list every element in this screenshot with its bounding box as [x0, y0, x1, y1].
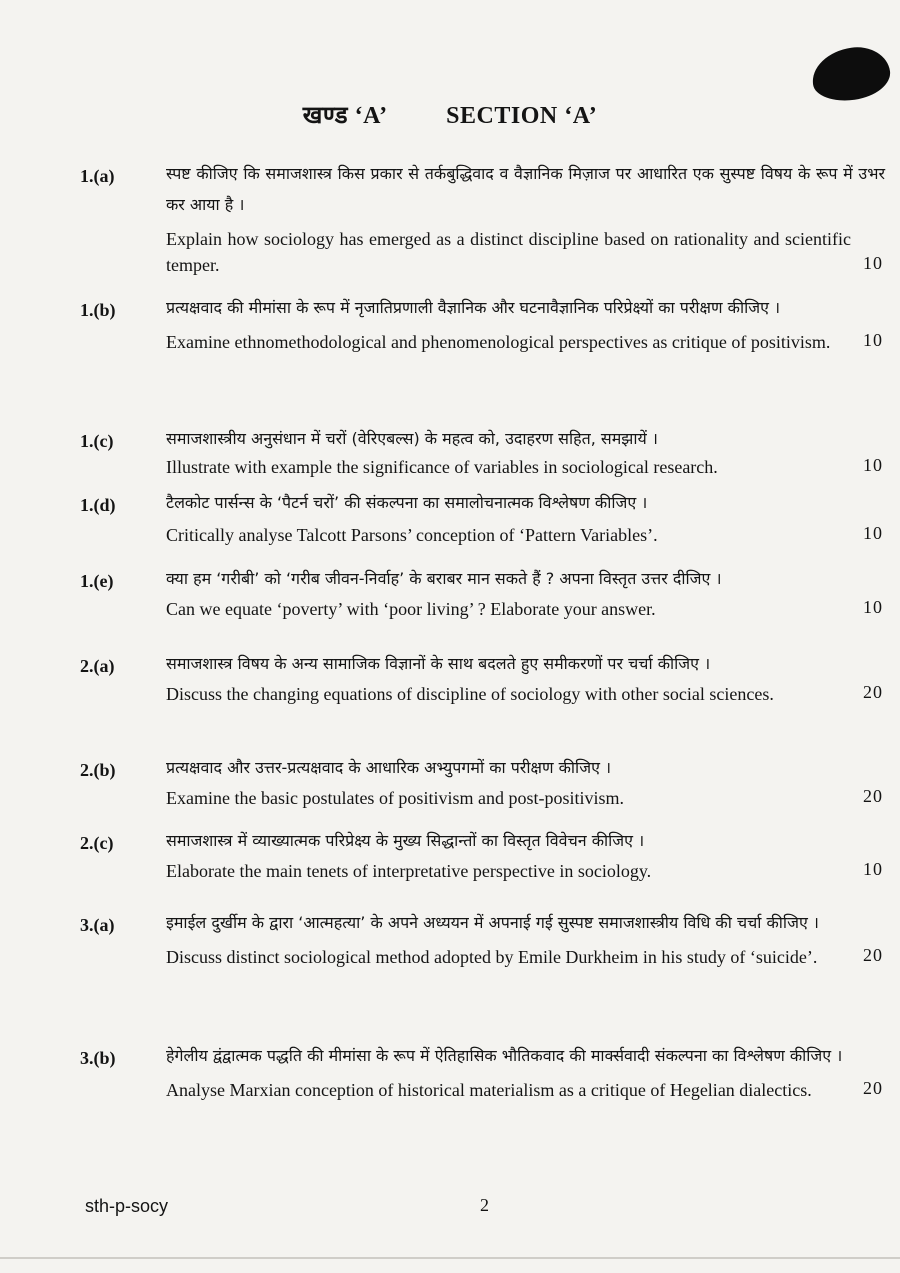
question-2b — [80, 752, 885, 811]
question-hindi: हेगेलीय द्वंद्वात्मक पद्धति की मीमांसा के रूप में ऐतिहासिक भौतिकवाद की मार्क्सवादी संकल्पना का विश्लेषण कीजिए । — [166, 1046, 843, 1065]
question-number: 2.(c) — [80, 833, 114, 853]
question-marks: 20 — [863, 786, 883, 806]
question-number: 1.(c) — [80, 431, 114, 451]
question-1e — [80, 563, 885, 622]
question-english-text: Examine the basic postulates of positivism and post-positivism. — [166, 788, 624, 808]
question-marks: 20 — [863, 1078, 883, 1098]
question-number: 1.(b) — [80, 300, 116, 320]
question-english — [166, 944, 885, 970]
question-english-text: Critically analyse Talcott Parsons’ conception of ‘Pattern Variables’. — [166, 525, 658, 545]
question-hindi: प्रत्यक्षवाद और उत्तर-प्रत्यक्षवाद के आधारिक अभ्युपगमों का परीक्षण कीजिए । — [166, 758, 612, 777]
question-marks: 20 — [863, 682, 883, 702]
question-marks: 10 — [863, 455, 883, 475]
question-hindi: समाजशास्त्र में व्याख्यात्मक परिप्रेक्ष्य के मुख्य सिद्धान्तों का विस्तृत विवेचन कीजिए । — [166, 831, 645, 850]
question-english — [166, 681, 885, 707]
question-hindi: प्रत्यक्षवाद की मीमांसा के रूप में नृजातिप्रणाली वैज्ञानिक और घटनावैज्ञानिक परिप्रेक्ष्यों का परीक्षण कीजिए । — [166, 298, 781, 317]
question-marks: 10 — [863, 253, 883, 273]
question-number: 1.(d) — [80, 495, 116, 515]
question-1b — [80, 292, 885, 355]
question-english-text: Illustrate with example the significance of variables in sociological research. — [166, 457, 718, 477]
question-marks: 10 — [863, 523, 883, 543]
question-english — [166, 329, 885, 355]
question-hindi: इमाईल दुर्खीम के द्वारा ‘आत्महत्या’ के अपने अध्ययन में अपनाई गई सुस्पष्ट समाजशास्त्रीय विधि की चर्चा कीजिए । — [166, 913, 819, 932]
section-header-hindi: खण्ड ‘A’ — [302, 103, 388, 129]
question-3b — [80, 1040, 885, 1103]
question-number: 3.(b) — [80, 1048, 116, 1068]
question-marks: 10 — [863, 859, 883, 879]
question-hindi: स्पष्ट कीजिए कि समाजशास्त्र किस प्रकार से तर्कबुद्धिवाद व वैज्ञानिक मिज़ाज पर आधारित एक सुस्पष्ट विषय के रूप में उभर कर आया है । — [166, 164, 885, 214]
question-english-text: Discuss the changing equations of discipline of sociology with other social sciences. — [166, 684, 774, 704]
question-hindi: समाजशास्त्र विषय के अन्य सामाजिक विज्ञानों के साथ बदलते हुए समीकरणों पर चर्चा कीजिए । — [166, 654, 711, 673]
question-3a — [80, 907, 885, 970]
section-header — [0, 98, 900, 131]
question-english — [166, 454, 885, 480]
question-english — [166, 785, 885, 811]
question-1c — [80, 423, 885, 480]
question-2a — [80, 648, 885, 707]
question-number: 1.(a) — [80, 166, 115, 186]
question-english-text: Can we equate ‘poverty’ with ‘poor living’ ? Elaborate your answer. — [166, 599, 656, 619]
section-header-english: SECTION ‘A’ — [446, 103, 598, 129]
ink-blot — [809, 43, 893, 105]
question-marks: 20 — [863, 945, 883, 965]
question-english-text: Elaborate the main tenets of interpretative perspective in sociology. — [166, 861, 652, 881]
question-number: 2.(a) — [80, 656, 115, 676]
footer-paper-code: sth-p-socy — [85, 1196, 169, 1216]
question-1d — [80, 487, 885, 548]
question-marks: 10 — [863, 597, 883, 617]
question-number: 1.(e) — [80, 571, 114, 591]
question-english — [166, 522, 885, 548]
question-english-text: Explain how sociology has emerged as a distinct discipline based on rationality and scientific temper. — [166, 229, 851, 275]
question-number: 2.(b) — [80, 760, 116, 780]
question-hindi: समाजशास्त्रीय अनुसंधान में चरों (वेरिएबल्स) के महत्व को, उदाहरण सहित, समझायें । — [166, 429, 658, 448]
question-hindi: टैलकोट पार्सन्स के ‘पैटर्न चरों’ की संकल्पना का समालोचनात्मक विश्लेषण कीजिए । — [166, 493, 648, 512]
question-english-text: Discuss distinct sociological method adopted by Emile Durkheim in his study of ‘suicide’. — [166, 947, 818, 967]
question-1a — [80, 158, 885, 278]
question-hindi: क्या हम ‘गरीबी’ को ‘गरीब जीवन-निर्वाह’ के बराबर मान सकते हैं ? अपना विस्तृत उत्तर दीजिए । — [166, 569, 722, 588]
question-marks: 10 — [863, 330, 883, 350]
question-english — [166, 596, 885, 622]
question-english-text: Examine ethnomethodological and phenomenological perspectives as critique of positivism. — [166, 332, 831, 352]
scan-edge-divider — [0, 1257, 900, 1259]
question-english — [166, 226, 885, 278]
question-2c — [80, 825, 885, 884]
question-english-text: Analyse Marxian conception of historical materialism as a critique of Hegelian dialectics. — [166, 1080, 812, 1100]
question-english — [166, 858, 885, 884]
question-english — [166, 1077, 885, 1103]
question-number: 3.(a) — [80, 915, 115, 935]
footer-page-number: 2 — [480, 1195, 489, 1215]
